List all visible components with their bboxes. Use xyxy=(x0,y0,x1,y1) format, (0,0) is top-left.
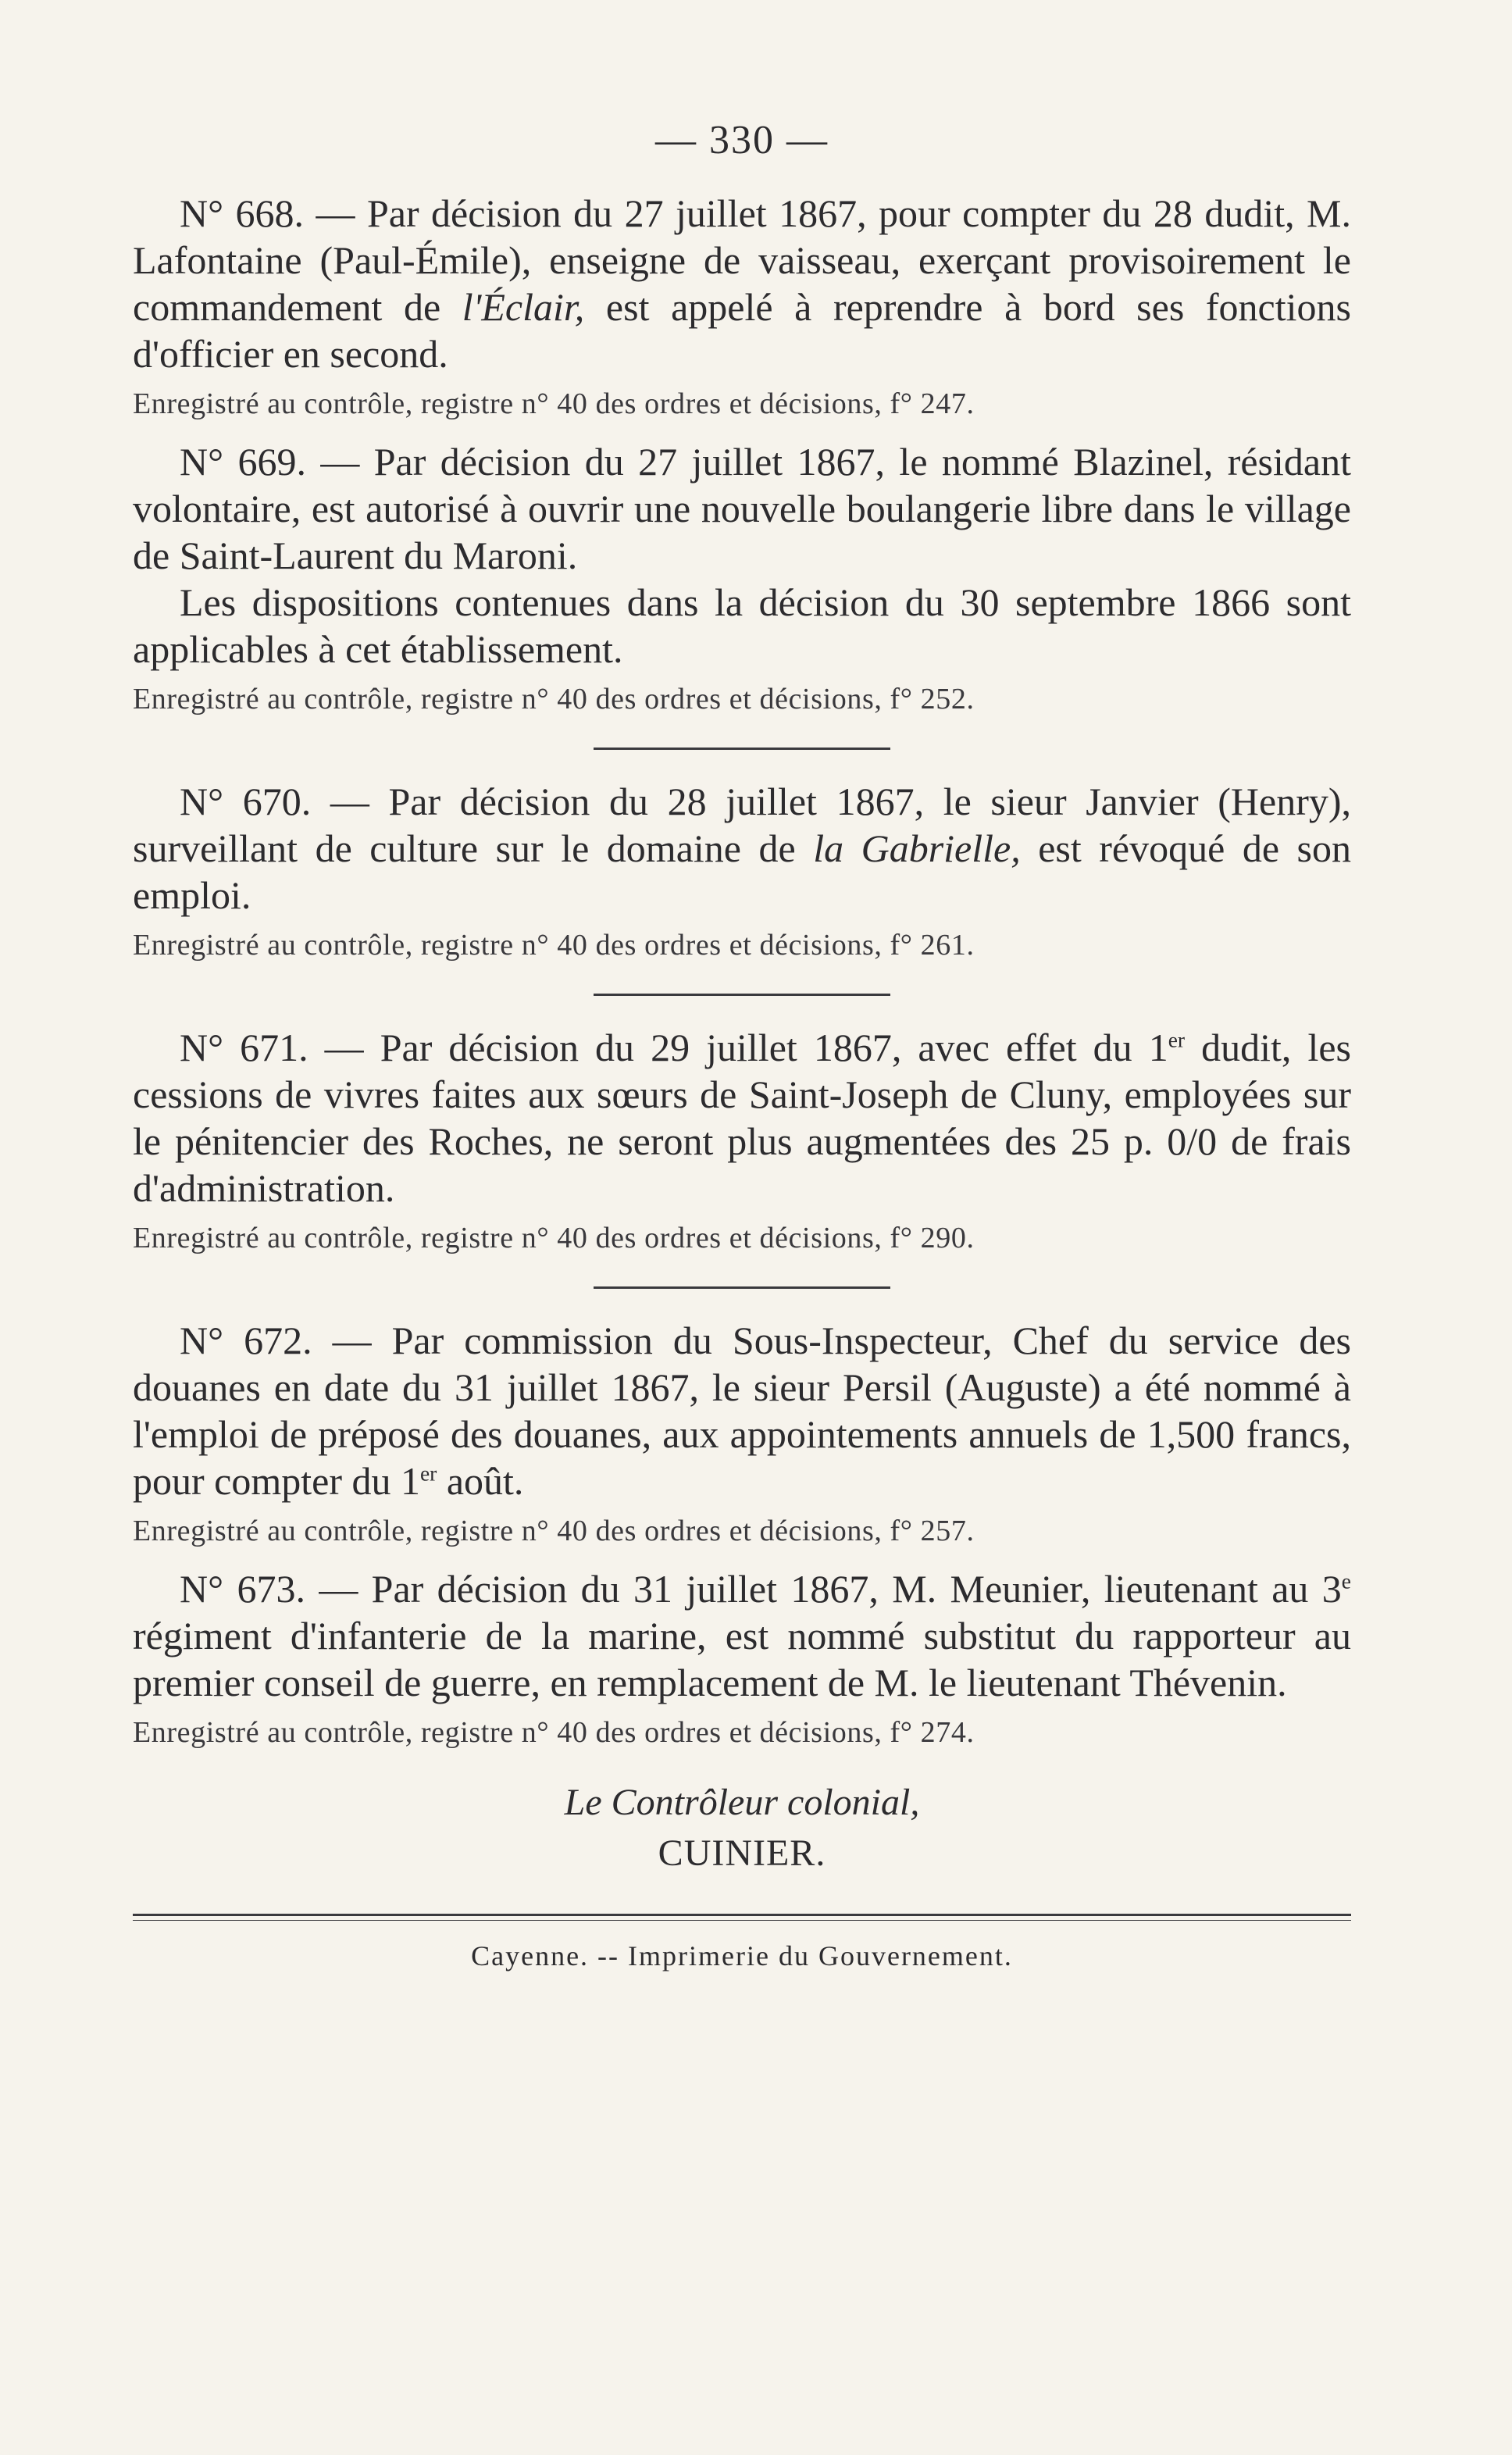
document-page xyxy=(133,117,1351,1972)
entry-number: N° 673. xyxy=(180,1567,305,1611)
entry-669 xyxy=(133,438,1351,719)
entry-number: N° 668. xyxy=(180,191,305,235)
registry-note: Enregistré au contrôle, registre n° 40 des ordres et décisions, f° 261. xyxy=(133,929,975,962)
superscript: er xyxy=(1168,1027,1186,1052)
entry-number: N° 672. xyxy=(180,1318,312,1362)
entry-number: N° 671. xyxy=(180,1026,308,1069)
registry-note: Enregistré au contrôle, registre n° 40 des ordres et décisions, f° 252. xyxy=(133,683,975,715)
entry-text: N° 671. — Par décision du 29 juillet 1867, avec effet du 1er dudit, les cessions de vivres faites aux sœurs de Saint-Joseph de Cluny, employées sur le pénitencier des Roches, ne seront plus augmentées des 25 p. 0/0 de frais d'administration. xyxy=(133,1026,1351,1210)
entry-text: N° 668. — Par décision du 27 juillet 1867, pour compter du 28 dudit, M. Lafontaine (Paul-Émile), enseigne de vaisseau, exerçant provisoirement le commandement de l'Éclair, est appelé à reprendre à bord ses fonctions d'officier en second. xyxy=(133,191,1352,376)
separator-rule xyxy=(594,748,890,750)
registry-note: Enregistré au contrôle, registre n° 40 des ordres et décisions, f° 274. xyxy=(133,1716,975,1749)
domain-name: la Gabrielle, xyxy=(813,826,1021,870)
entry-number: N° 670. xyxy=(180,780,312,823)
separator-rule xyxy=(594,1286,890,1289)
registry-note: Enregistré au contrôle, registre n° 40 des ordres et décisions, f° 257. xyxy=(133,1515,975,1547)
entry-text: N° 672. — Par commission du Sous-Inspecteur, Chef du service des douanes en date du 31 juillet 1867, le sieur Persil (Auguste) a été nommé à l'emploi de préposé des douanes, aux appointements annuels de 1,500 francs, pour compter du 1er août. xyxy=(133,1318,1351,1503)
entry-670 xyxy=(133,778,1351,965)
entry-672 xyxy=(133,1317,1351,1551)
entry-text: N° 670. — Par décision du 28 juillet 1867, le sieur Janvier (Henry), surveillant de culture sur le domaine de la Gabrielle, est révoqué de son emploi. xyxy=(133,780,1351,917)
entry-671 xyxy=(133,1024,1351,1258)
signature-title: Le Contrôleur colonial, xyxy=(564,1782,920,1823)
footer-rule xyxy=(133,1914,1351,1921)
registry-note: Enregistré au contrôle, registre n° 40 des ordres et décisions, f° 247. xyxy=(133,387,975,420)
entry-673 xyxy=(133,1565,1351,1753)
separator-rule xyxy=(594,994,890,996)
superscript: er xyxy=(419,1461,437,1486)
printer-footer: Cayenne. -- Imprimerie du Gouvernement. xyxy=(471,1940,1013,1971)
registry-note: Enregistré au contrôle, registre n° 40 des ordres et décisions, f° 290. xyxy=(133,1222,975,1254)
page-number: — 330 — xyxy=(655,118,829,162)
entry-668 xyxy=(133,190,1351,424)
entry-text-continued: Les dispositions contenues dans la décision du 30 septembre 1866 sont applicables à cet établissement. xyxy=(133,580,1351,671)
entry-number: N° 669. xyxy=(180,440,306,484)
ship-name: l'Éclair, xyxy=(462,285,585,329)
entry-text: N° 669. — Par décision du 27 juillet 1867, le nommé Blazinel, résidant volontaire, est autorisé à ouvrir une nouvelle boulangerie libre dans le village de Saint-Laurent du Maroni. xyxy=(133,440,1351,577)
entry-text: N° 673. — Par décision du 31 juillet 1867, M. Meunier, lieutenant au 3e régiment d'infanterie de la marine, est nommé substitut du rapporteur au premier conseil de guerre, en remplacement de M. le lieutenant Thévenin. xyxy=(133,1567,1352,1704)
signature-name: CUINIER. xyxy=(658,1832,826,1874)
superscript: e xyxy=(1341,1568,1352,1593)
